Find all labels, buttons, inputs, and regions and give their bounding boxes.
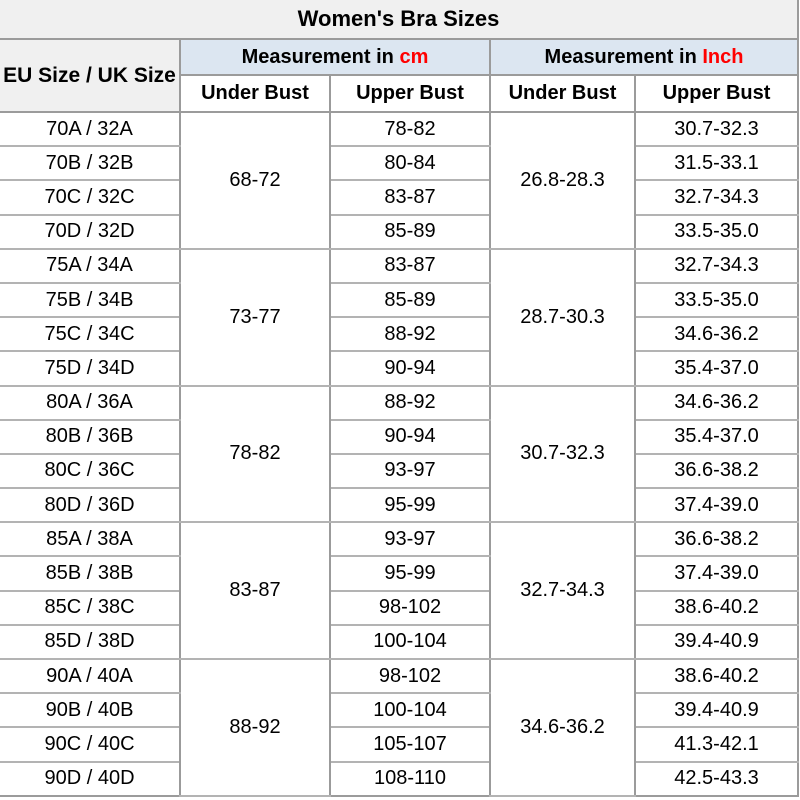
table-row bbox=[0, 625, 798, 659]
upper-bust-cm-cell: 80-84 bbox=[330, 146, 490, 180]
upper-bust-cm-cell: 105-107 bbox=[330, 727, 490, 761]
table-row bbox=[0, 762, 798, 796]
size-cell: 80D / 36D bbox=[0, 488, 180, 522]
upper-bust-inch-cell: 33.5-35.0 bbox=[635, 283, 798, 317]
upper-bust-cm-cell: 90-94 bbox=[330, 351, 490, 385]
under-bust-inch-cell: 34.6-36.2 bbox=[490, 659, 635, 796]
upper-bust-cm-cell: 98-102 bbox=[330, 591, 490, 625]
table-row bbox=[0, 454, 798, 488]
upper-bust-cm-cell: 88-92 bbox=[330, 386, 490, 420]
size-cell: 75D / 34D bbox=[0, 351, 180, 385]
under-bust-inch-cell: 26.8-28.3 bbox=[490, 112, 635, 249]
size-cell: 75B / 34B bbox=[0, 283, 180, 317]
size-cell: 70A / 32A bbox=[0, 112, 180, 146]
inch-measurement-header bbox=[490, 39, 798, 75]
upper-bust-inch-cell: 31.5-33.1 bbox=[635, 146, 798, 180]
upper-bust-inch-cell: 41.3-42.1 bbox=[635, 727, 798, 761]
under-bust-inch-cell: 30.7-32.3 bbox=[490, 386, 635, 523]
table-row bbox=[0, 317, 798, 351]
under-bust-inch-cell: 32.7-34.3 bbox=[490, 522, 635, 659]
measurement-header-row bbox=[0, 39, 798, 75]
size-cell: 70C / 32C bbox=[0, 180, 180, 214]
cm-upper-bust-header: Upper Bust bbox=[330, 75, 490, 112]
upper-bust-inch-cell: 36.6-38.2 bbox=[635, 522, 798, 556]
inch-under-bust-header: Under Bust bbox=[490, 75, 635, 112]
under-bust-inch-cell: 28.7-30.3 bbox=[490, 249, 635, 386]
table-row bbox=[0, 386, 798, 420]
upper-bust-inch-cell: 35.4-37.0 bbox=[635, 351, 798, 385]
inch-header-prefix: Measurement in bbox=[544, 45, 697, 68]
size-cell: 90B / 40B bbox=[0, 693, 180, 727]
upper-bust-inch-cell: 30.7-32.3 bbox=[635, 112, 798, 146]
size-cell: 75C / 34C bbox=[0, 317, 180, 351]
table-row bbox=[0, 693, 798, 727]
cm-unit-label: cm bbox=[399, 45, 429, 68]
upper-bust-cm-cell: 78-82 bbox=[330, 112, 490, 146]
table-row bbox=[0, 488, 798, 522]
under-bust-cm-cell: 88-92 bbox=[180, 659, 330, 796]
size-cell: 75A / 34A bbox=[0, 249, 180, 283]
table-row bbox=[0, 659, 798, 693]
upper-bust-cm-cell: 100-104 bbox=[330, 625, 490, 659]
cm-measurement-header bbox=[180, 39, 490, 75]
upper-bust-cm-cell: 88-92 bbox=[330, 317, 490, 351]
inch-unit-label: Inch bbox=[702, 45, 744, 68]
upper-bust-inch-cell: 35.4-37.0 bbox=[635, 420, 798, 454]
table-row bbox=[0, 351, 798, 385]
under-bust-cm-cell: 68-72 bbox=[180, 112, 330, 249]
table-row bbox=[0, 180, 798, 214]
table-row bbox=[0, 556, 798, 590]
eu-uk-size-header: EU Size / UK Size bbox=[0, 39, 180, 112]
size-cell: 70B / 32B bbox=[0, 146, 180, 180]
table-row bbox=[0, 249, 798, 283]
upper-bust-cm-cell: 95-99 bbox=[330, 488, 490, 522]
size-cell: 90D / 40D bbox=[0, 762, 180, 796]
upper-bust-cm-cell: 93-97 bbox=[330, 522, 490, 556]
upper-bust-cm-cell: 83-87 bbox=[330, 180, 490, 214]
table-row bbox=[0, 727, 798, 761]
upper-bust-cm-cell: 83-87 bbox=[330, 249, 490, 283]
upper-bust-inch-cell: 39.4-40.9 bbox=[635, 693, 798, 727]
cm-under-bust-header: Under Bust bbox=[180, 75, 330, 112]
size-cell: 85C / 38C bbox=[0, 591, 180, 625]
upper-bust-cm-cell: 85-89 bbox=[330, 283, 490, 317]
under-bust-cm-cell: 78-82 bbox=[180, 386, 330, 523]
upper-bust-inch-cell: 34.6-36.2 bbox=[635, 317, 798, 351]
size-cell: 90C / 40C bbox=[0, 727, 180, 761]
size-cell: 85B / 38B bbox=[0, 556, 180, 590]
upper-bust-inch-cell: 32.7-34.3 bbox=[635, 180, 798, 214]
upper-bust-cm-cell: 95-99 bbox=[330, 556, 490, 590]
bra-size-table-body bbox=[0, 112, 798, 796]
upper-bust-inch-cell: 39.4-40.9 bbox=[635, 625, 798, 659]
upper-bust-inch-cell: 32.7-34.3 bbox=[635, 249, 798, 283]
size-cell: 80A / 36A bbox=[0, 386, 180, 420]
upper-bust-cm-cell: 98-102 bbox=[330, 659, 490, 693]
upper-bust-inch-cell: 38.6-40.2 bbox=[635, 591, 798, 625]
upper-bust-inch-cell: 38.6-40.2 bbox=[635, 659, 798, 693]
under-bust-cm-cell: 83-87 bbox=[180, 522, 330, 659]
table-row bbox=[0, 420, 798, 454]
upper-bust-inch-cell: 34.6-36.2 bbox=[635, 386, 798, 420]
upper-bust-cm-cell: 90-94 bbox=[330, 420, 490, 454]
table-row bbox=[0, 215, 798, 249]
upper-bust-inch-cell: 36.6-38.2 bbox=[635, 454, 798, 488]
table-row bbox=[0, 522, 798, 556]
table-row bbox=[0, 112, 798, 146]
size-cell: 70D / 32D bbox=[0, 215, 180, 249]
table-row bbox=[0, 283, 798, 317]
inch-upper-bust-header: Upper Bust bbox=[635, 75, 798, 112]
upper-bust-cm-cell: 108-110 bbox=[330, 762, 490, 796]
table-row bbox=[0, 591, 798, 625]
upper-bust-cm-cell: 93-97 bbox=[330, 454, 490, 488]
table-row bbox=[0, 146, 798, 180]
under-bust-cm-cell: 73-77 bbox=[180, 249, 330, 386]
upper-bust-inch-cell: 37.4-39.0 bbox=[635, 488, 798, 522]
upper-bust-cm-cell: 100-104 bbox=[330, 693, 490, 727]
size-cell: 90A / 40A bbox=[0, 659, 180, 693]
size-cell: 80B / 36B bbox=[0, 420, 180, 454]
upper-bust-cm-cell: 85-89 bbox=[330, 215, 490, 249]
upper-bust-inch-cell: 33.5-35.0 bbox=[635, 215, 798, 249]
cm-header-prefix: Measurement in bbox=[241, 45, 394, 68]
size-cell: 80C / 36C bbox=[0, 454, 180, 488]
table-title: Women's Bra Sizes bbox=[0, 0, 798, 39]
upper-bust-inch-cell: 42.5-43.3 bbox=[635, 762, 798, 796]
size-cell: 85A / 38A bbox=[0, 522, 180, 556]
upper-bust-inch-cell: 37.4-39.0 bbox=[635, 556, 798, 590]
size-cell: 85D / 38D bbox=[0, 625, 180, 659]
title-row bbox=[0, 0, 798, 39]
